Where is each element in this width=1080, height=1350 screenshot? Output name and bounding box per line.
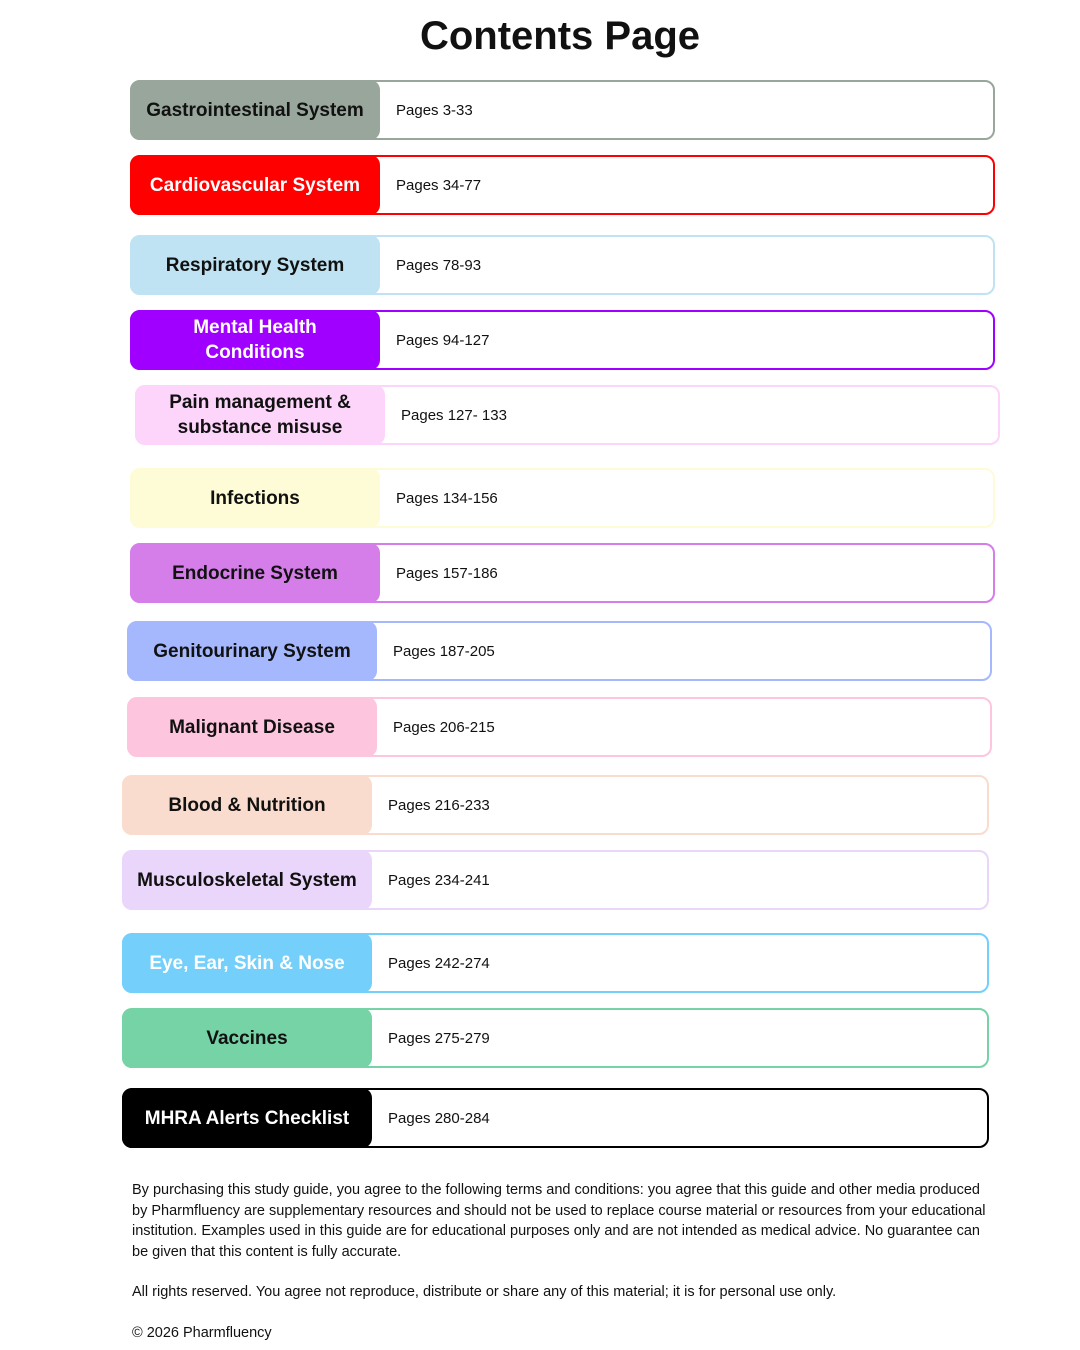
section-label: Vaccines (122, 1008, 372, 1068)
section-label: Cardiovascular System (130, 155, 380, 215)
page-range: Pages 34-77 (396, 176, 482, 194)
page-range: Pages 280-284 (388, 1109, 490, 1127)
contents-row[interactable] (127, 697, 992, 757)
section-label: Respiratory System (130, 235, 380, 295)
rights-text: All rights reserved. You agree not reproduce, distribute or share any of this material; it is for personal use only. (132, 1284, 837, 1300)
contents-row[interactable] (122, 850, 989, 910)
page-range: Pages 94-127 (396, 331, 490, 349)
section-label: Malignant Disease (127, 697, 377, 757)
section-label: Mental Health Conditions (130, 310, 380, 370)
contents-row[interactable] (130, 468, 995, 528)
page-title: Contents Page (419, 14, 701, 58)
page-range: Pages 127- 133 (401, 406, 507, 424)
section-label: Blood & Nutrition (122, 775, 372, 835)
contents-row[interactable] (122, 1008, 989, 1068)
section-label: Pain management & substance misuse (135, 385, 385, 445)
page-range: Pages 78-93 (396, 256, 482, 274)
page-range: Pages 216-233 (388, 796, 490, 814)
contents-row[interactable] (122, 933, 989, 993)
section-label: MHRA Alerts Checklist (122, 1088, 372, 1148)
page-range: Pages 157-186 (396, 564, 498, 582)
contents-row[interactable] (130, 543, 995, 603)
page-range: Pages 275-279 (388, 1029, 490, 1047)
section-label: Gastrointestinal System (130, 80, 380, 140)
terms-text: By purchasing this study guide, you agree to the following terms and conditions: you agree that this guide and other media produced by Pharmfluency are supplementary resources and should not be used to replace course material or resources from your educational institution. Examples used in this guide are for educational purposes only and are not intended as medical advice. No guarantee can be given that this content is fully accurate. (132, 1182, 986, 1260)
section-label: Infections (130, 468, 380, 528)
section-label: Endocrine System (130, 543, 380, 603)
contents-row[interactable] (130, 80, 995, 140)
contents-row[interactable] (122, 1088, 989, 1148)
page-range: Pages 3-33 (396, 101, 473, 119)
contents-row[interactable] (135, 385, 1000, 445)
page-range: Pages 242-274 (388, 954, 490, 972)
page-range: Pages 187-205 (393, 642, 495, 660)
contents-row[interactable] (127, 621, 992, 681)
section-label: Musculoskeletal System (122, 850, 372, 910)
section-label: Eye, Ear, Skin & Nose (122, 933, 372, 993)
page-range: Pages 206-215 (393, 718, 495, 736)
copyright-text: © 2026 Pharmfluency (132, 1325, 272, 1341)
section-label: Genitourinary System (127, 621, 377, 681)
contents-row[interactable] (130, 310, 995, 370)
contents-row[interactable] (122, 775, 989, 835)
contents-row[interactable] (130, 235, 995, 295)
contents-row[interactable] (130, 155, 995, 215)
page-range: Pages 234-241 (388, 871, 490, 889)
page-range: Pages 134-156 (396, 489, 498, 507)
